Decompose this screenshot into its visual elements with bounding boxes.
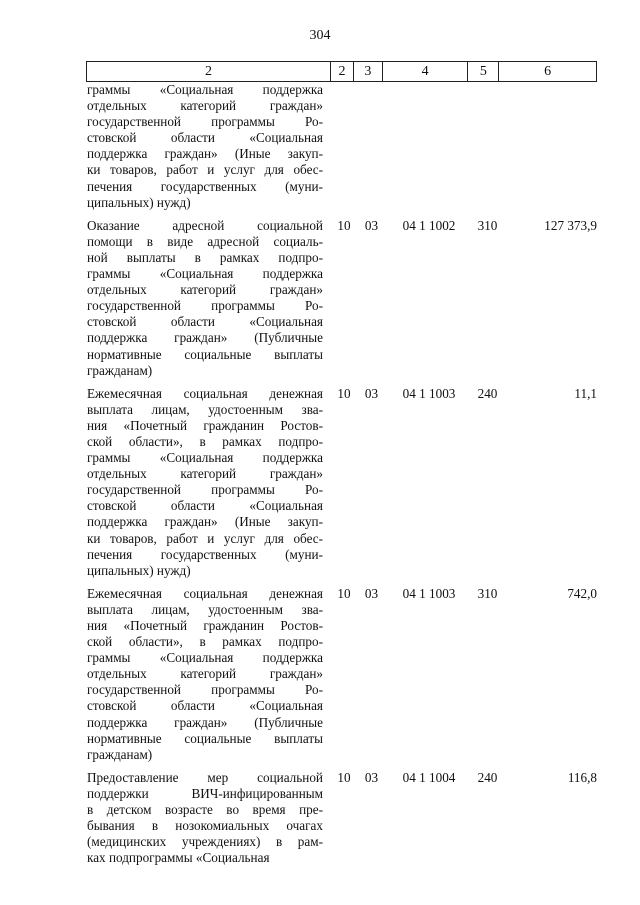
row-description-line: ния «Почетный гражданин Ростов- [87, 618, 323, 633]
row-description-line: стовской области «Социальная [87, 314, 323, 330]
row-description-line: отдельных категорий граждан» [87, 282, 323, 298]
row-section: 10 [337, 217, 351, 233]
table-row [86, 82, 597, 211]
row-description-line: отдельных категорий граждан» [87, 98, 323, 114]
row-description-line: граммы «Социальная поддержка [87, 82, 323, 97]
row-section: 10 [337, 585, 351, 601]
row-target-article: 04 1 1004 [402, 769, 456, 785]
row-description-line: государственной программы Ро- [87, 114, 323, 130]
row-expense-type: 240 [477, 385, 498, 401]
row-description-line: ния «Почетный гражданин Ростов- [87, 417, 323, 433]
table-row [86, 386, 597, 579]
table-body [86, 82, 597, 873]
row-expense-type: 310 [477, 217, 498, 233]
row-description-line: поддержка граждан» (Публичные [87, 330, 323, 346]
row-subsection: 03 [364, 217, 379, 233]
row-amount: 11,1 [574, 385, 597, 401]
row-description-line: Ежемесячная социальная денежная [87, 585, 323, 601]
row-description-line: поддержки ВИЧ-инфицированным [87, 785, 323, 801]
row-description-line: гражданам) [87, 746, 153, 762]
row-description-line: поддержка граждан» (Иные закуп- [87, 514, 323, 530]
row-subsection: 03 [364, 385, 379, 401]
row-description-line: ской области», в рамках подпро- [87, 433, 323, 449]
row-description-line: ках подпрограммы «Социальная [87, 850, 270, 866]
row-description-line: помощи в виде адресной социаль- [87, 233, 323, 249]
row-description-line: в детском возрасте во время пре- [87, 802, 323, 818]
row-description [86, 218, 323, 379]
row-description-line: государственной программы Ро- [87, 682, 323, 698]
row-amount: 742,0 [567, 585, 597, 601]
row-amount: 127 373,9 [544, 217, 597, 233]
row-description-line: поддержка граждан» (Иные закуп- [87, 146, 323, 162]
table-row [86, 218, 597, 379]
row-description-line: отдельных категорий граждан» [87, 466, 323, 482]
header-col-subsection: 3 [354, 62, 383, 81]
row-description-line: стовской области «Социальная [87, 498, 323, 514]
row-amount: 116,8 [567, 769, 597, 785]
row-description [86, 386, 323, 579]
row-description-line: ципальных) нужд) [87, 194, 191, 210]
row-description-line: печения государственных (муни- [87, 178, 323, 194]
row-subsection: 03 [364, 585, 379, 601]
row-description-line: государственной программы Ро- [87, 482, 323, 498]
row-description-line: гражданам) [87, 362, 153, 378]
row-description-line: граммы «Социальная поддержка [87, 266, 323, 282]
header-col-amount: 6 [544, 64, 552, 79]
row-description-line: Ежемесячная социальная денежная [87, 385, 323, 401]
header-col-target-article: 4 [383, 62, 469, 81]
row-description-line: стовской области «Социальная [87, 698, 323, 714]
row-description-line: бывания в нозокомиальных очагах [87, 818, 323, 834]
row-description-line: поддержка граждан» (Публичные [87, 714, 323, 730]
row-description-line: государственной программы Ро- [87, 298, 323, 314]
table-row [86, 586, 597, 763]
row-description-line: ской области», в рамках подпро- [87, 634, 323, 650]
row-target-article: 04 1 1003 [402, 385, 456, 401]
row-section: 10 [337, 769, 351, 785]
row-description-line: Предоставление мер социальной [87, 769, 323, 785]
row-target-article: 04 1 1002 [402, 217, 456, 233]
row-description-line: граммы «Социальная поддержка [87, 450, 323, 466]
row-description-line: отдельных категорий граждан» [87, 666, 323, 682]
row-description-line: ципальных) нужд) [87, 562, 191, 578]
row-description-line: ки товаров, работ и услуг для обес- [87, 162, 323, 178]
row-description-line: печения государственных (муни- [87, 546, 323, 562]
row-subsection: 03 [364, 769, 379, 785]
row-description [86, 770, 323, 867]
row-description-line: выплата лицам, удостоенным зва- [87, 601, 323, 617]
row-description-line: нормативные социальные выплаты [87, 346, 323, 362]
row-description-line: граммы «Социальная поддержка [87, 650, 323, 666]
header-col-name: 2 [87, 62, 331, 81]
row-target-article: 04 1 1003 [402, 585, 456, 601]
row-expense-type: 310 [477, 585, 498, 601]
row-description [86, 82, 323, 211]
row-description-line: стовской области «Социальная [87, 130, 323, 146]
row-description-line: Оказание адресной социальной [87, 217, 323, 233]
row-description-line: (медицинских учреждениях) в рам- [87, 834, 323, 850]
row-section: 10 [337, 385, 351, 401]
row-description [86, 586, 323, 763]
row-description-line: нормативные социальные выплаты [87, 730, 323, 746]
row-description-line: ки товаров, работ и услуг для обес- [87, 530, 323, 546]
row-expense-type: 240 [477, 769, 498, 785]
header-col-section: 2 [331, 62, 354, 81]
header-col-expense-type: 5 [468, 62, 499, 81]
row-description-line: ной выплаты в рамках подпро- [87, 249, 323, 265]
row-description-line: выплата лицам, удостоенным зва- [87, 401, 323, 417]
table-row [86, 770, 597, 867]
page-number: 304 [309, 28, 331, 43]
table-header [86, 61, 597, 82]
